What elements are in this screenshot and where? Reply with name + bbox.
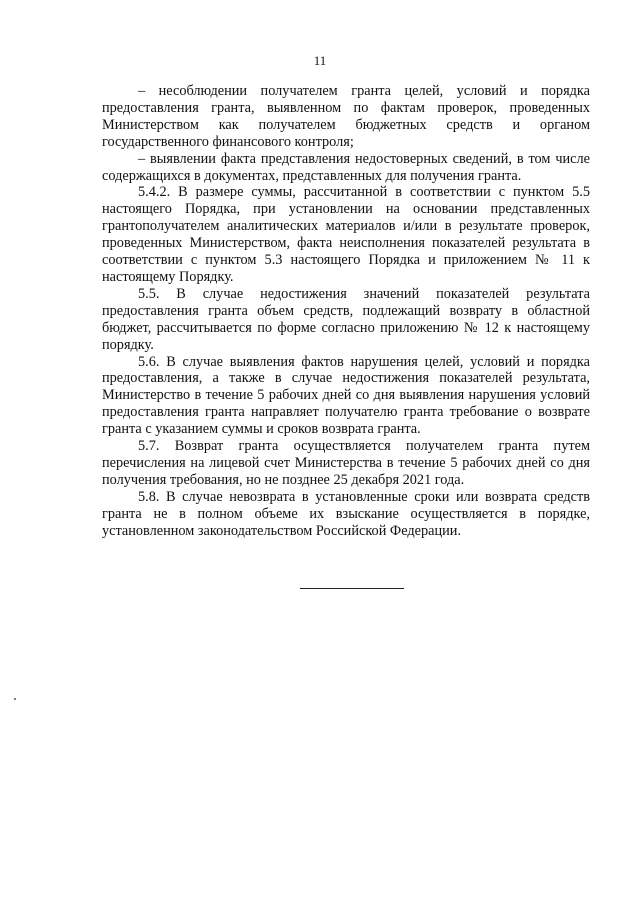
end-of-document-rule bbox=[300, 588, 404, 589]
paragraph-5-5: 5.5. В случае недостижения значений показателей результата предоставления гранта объем средств, подлежащий возврату в областной бюджет, рассчитывается по форме согласно приложению № 12 к настоящему порядку. bbox=[102, 285, 590, 353]
paragraph-5-6: 5.6. В случае выявления фактов нарушения целей, условий и порядка предоставления, а также в случае недостижения показателей результата, Министерство в течение 5 рабочих дней со дня выявления нарушения условий предоставления гранта направляет получателю гранта требование о возврате гранта с указанием суммы и сроков возврата гранта. bbox=[102, 353, 590, 438]
paragraph-5-7: 5.7. Возврат гранта осуществляется получателем гранта путем перечисления на лицевой счет Министерства в течение 5 рабочих дней со дня получения требования, но не позднее 25 декабря 2021 года. bbox=[102, 438, 590, 488]
scan-artifact bbox=[14, 698, 16, 700]
paragraph-5-4-2: 5.4.2. В размере суммы, рассчитанной в соответствии с пунктом 5.5 настоящего Порядка, при установлении на основании представленных грантополучателем аналитических материалов и/или в результате проверок, проведенных Министерством, факта неисполнения показателей результата в соответствии с пунктом 5.3 настоящего Порядка и приложением № 11 к настоящему Порядку. bbox=[102, 184, 590, 285]
page-number: 11 bbox=[313, 53, 327, 68]
paragraph-false-information: – выявлении факта представления недостоверных сведений, в том числе содержащихся в документах, представленных для получения гранта. bbox=[102, 150, 590, 184]
paragraph-5-8: 5.8. В случае невозврата в установленные сроки или возврата средств гранта не в полном объеме их взыскание осуществляется в порядке, установленном законодательством Российской Федерации. bbox=[102, 488, 590, 539]
paragraph-violation-conditions: – несоблюдении получателем гранта целей, условий и порядка предоставления гранта, выявленном по фактам проверок, проведенных Министерством как получателем бюджетных средств и органом государственного финансового контроля; bbox=[102, 83, 590, 150]
document-body bbox=[102, 83, 590, 539]
